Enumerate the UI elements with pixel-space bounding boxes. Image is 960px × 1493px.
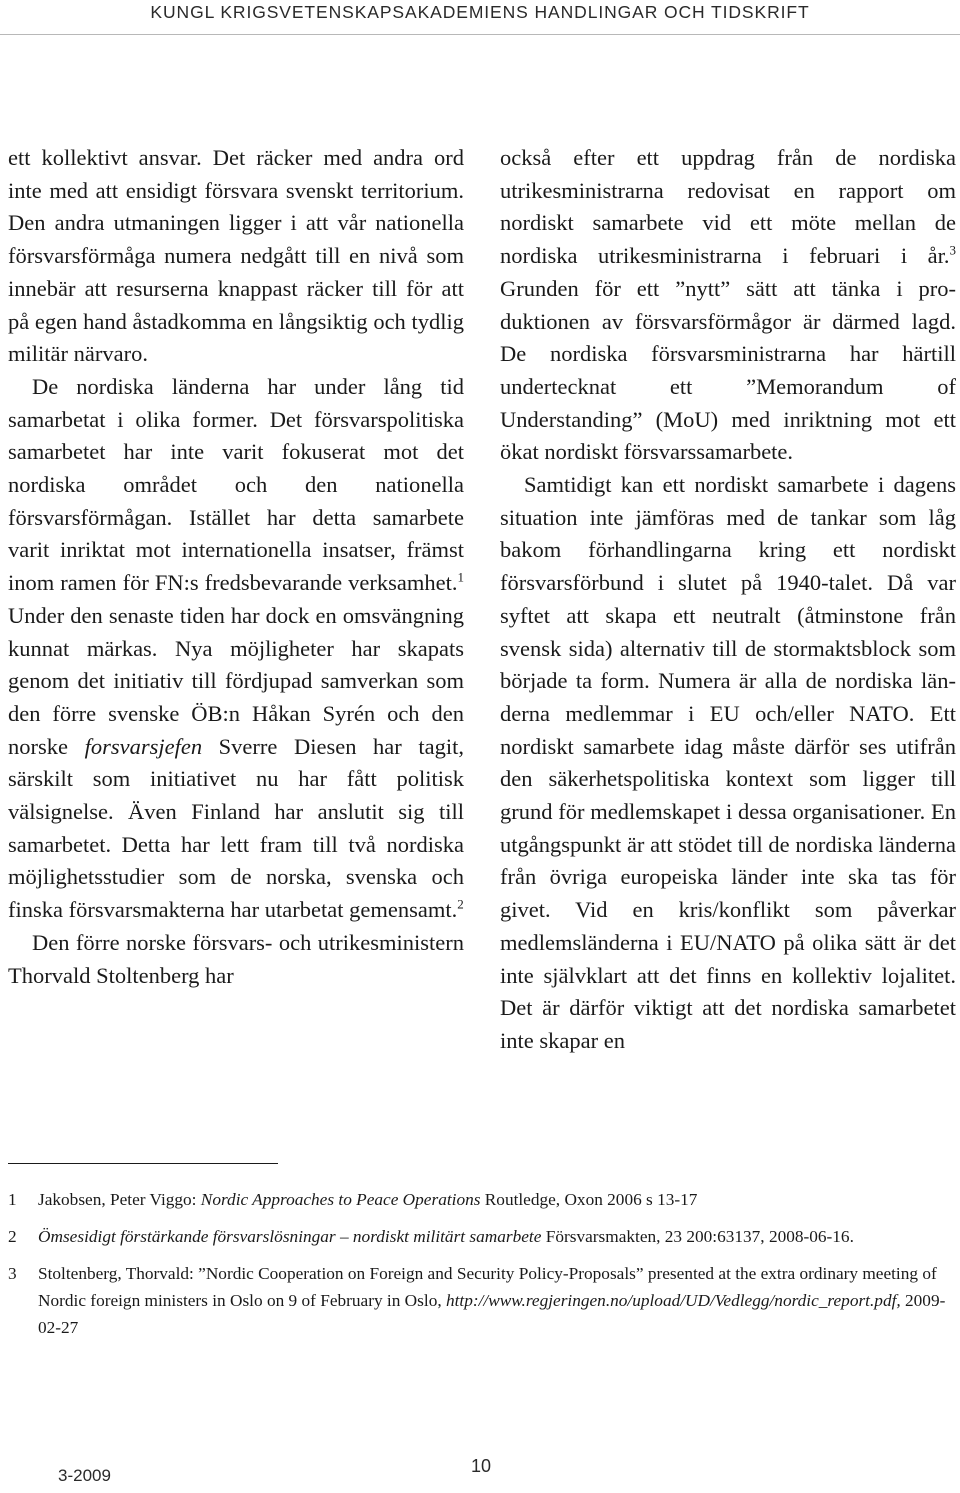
footnote-body bbox=[38, 1186, 956, 1213]
footnote-rest: 2009-02-27 bbox=[38, 1291, 946, 1337]
footnote-number: 1 bbox=[8, 1190, 17, 1209]
footnote-number: 2 bbox=[8, 1227, 17, 1246]
footnotes bbox=[8, 1186, 956, 1351]
footnote bbox=[8, 1186, 956, 1213]
italic-term: forsvarsjefen bbox=[84, 733, 203, 759]
footnote-title: Ömsesidigt förstärkande försvarslösningar – nordiskt militärt samarbete bbox=[38, 1227, 542, 1246]
footnote-link[interactable]: http://www.regjeringen.no/upload/UD/Vedlegg/nordic_report.pdf, bbox=[445, 1291, 901, 1310]
footnote-author: Stoltenberg, Thorvald: ”Nordic Cooperation on Foreign and Security Policy-Proposals” presented at the extra ordinary meeting of Nordic foreign ministers in Oslo on 9 of February in Oslo, bbox=[38, 1264, 937, 1310]
footnote-ref-1: 1 bbox=[457, 569, 464, 585]
footnote-body bbox=[38, 1223, 956, 1250]
issue-label: 3-2009 bbox=[58, 1466, 111, 1485]
paragraph: Den förre norske försvars- och utrikesministern Thorvald Stoltenberg har bbox=[8, 929, 464, 988]
page-number: 10 bbox=[471, 1456, 492, 1476]
running-header: KUNGL KRIGSVETENSKAPSAKADEMIENS HANDLINGAR OCH TIDSKRIFT bbox=[0, 0, 960, 35]
footnote-body bbox=[38, 1260, 956, 1341]
paragraph: Samtidigt kan ett nordiskt samarbete i dagens situation inte jämföras med de tankar som låg bakom förhandlingarna kring ett nordiskt försvarsförbund i slutet på 1940-talet. Då var syftet att skapa ett neutralt (åtminstone från svensk sida) alternativ till de stormaktsblock som började ta form. Numera är alla de nordiska länderna medlemmar i EU och/eller NATO. Ett nordiskt samarbete idag måste därför ses utifrån den säkerhetspolitiska kontext som ligger till grund för medlemskapet i dessa organisationer. En utgångspunkt är att stödet till de nordiska länderna från övriga europeiska länder inte ska tas för givet. Vid en kris/konflikt som påverkar medlemsländerna i EU/NATO på olika sätt är det inte självklart att det finns en kollektiv lojalitet. Det är därför viktigt att det nordiska samarbetet inte skapar en bbox=[500, 472, 956, 1053]
footnote bbox=[8, 1223, 956, 1250]
footnote-title: Nordic Approaches to Peace Operations bbox=[200, 1190, 481, 1209]
footnote-divider bbox=[8, 1163, 278, 1164]
paragraph-text: Sverre Diesen har tagit, särskilt som initiativet nu har fått politisk välsignelse. Även Finland har anslutit sig till samarbetet. Detta har lett fram till två nordiska möjlighetsstudier som de norska, svenska och finska försvarsmakterna har utarbetat gemensamt. bbox=[8, 733, 464, 923]
paragraph-text: också efter ett uppdrag från de nordiska utrikesministrarna redovisat en rapport om nordiskt samarbete vid ett möte mellan de nordiska utrikesministrarna i februari i år. bbox=[500, 145, 956, 269]
left-column bbox=[8, 142, 464, 992]
footnote-author: Jakobsen, Peter Viggo: bbox=[38, 1190, 201, 1209]
paragraph-text: De nordiska länderna har under lång tid samarbetat i olika former. Det försvarspolitiska samarbetet har inte varit fokuserat mot det nordiska området och den nationella försvarsförmågan. Istället har detta samarbete varit inriktat mot internationella insatser, främst inom ramen för FN:s fredsbevarande verksamhet. bbox=[8, 373, 464, 596]
paragraph bbox=[8, 371, 464, 927]
footnote-rest: Routledge, Oxon 2006 s 13-17 bbox=[480, 1190, 698, 1209]
paragraph-text: Under den senaste tiden har dock en omsvängning kunnat märkas. Nya möjligheter har skapats genom det initiativ till fördjupad samverkan som den förre svenske ÖB:n Håkan Syrén och den norske bbox=[8, 602, 464, 759]
footnote-rest: Försvarsmakten, 23 200:63137, 2008-06-16. bbox=[541, 1227, 854, 1246]
right-column bbox=[500, 142, 956, 1058]
footnote-ref-2: 2 bbox=[457, 896, 464, 912]
footnote-number: 3 bbox=[8, 1264, 17, 1283]
paragraph bbox=[500, 142, 956, 469]
paragraph: ett kollektivt ansvar. Det räcker med andra ord inte med att ensidigt försvara svenskt territorium. Den andra utmaningen ligger i att vår nationella försvarsförmåga numera nedgått till en nivå som innebär att resurserna knappast räcker till för att på egen hand åstadkomma en långsiktig och tydlig militär närvaro. bbox=[8, 145, 464, 367]
footnote-ref-3: 3 bbox=[949, 242, 956, 258]
paragraph-text: Grunden för ett ”nytt” sätt att tänka i produktionen av försvarsförmågor är därmed lagd. De nordiska försvarsministrarna har härtill undertecknat ett ”Memorandum of Understanding” (MoU) med inriktning mot ett ökat nordiskt försvarssamarbete. bbox=[500, 275, 956, 465]
footnote bbox=[8, 1260, 956, 1341]
